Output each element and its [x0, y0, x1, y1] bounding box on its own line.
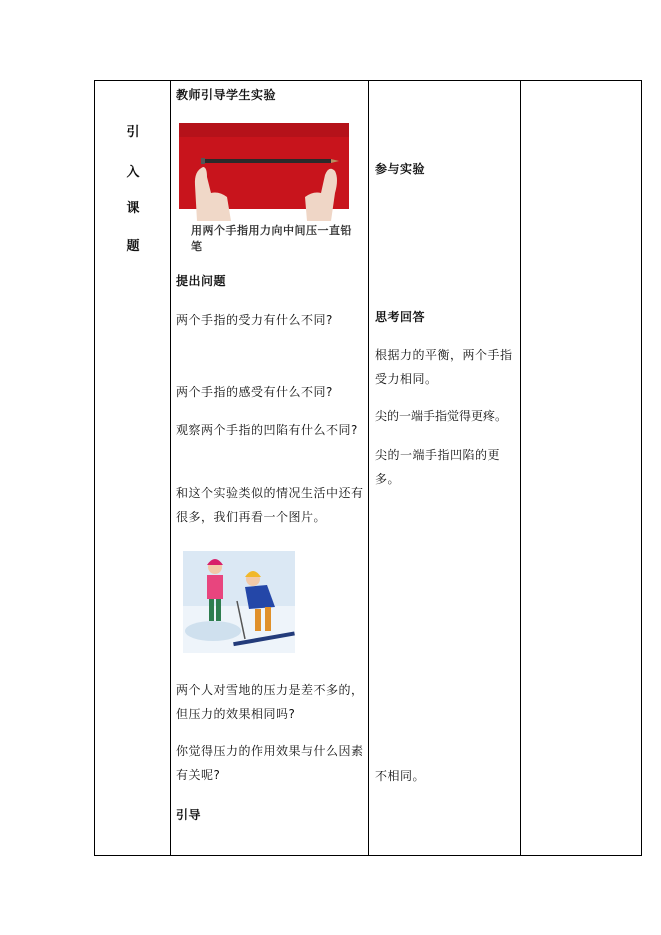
- lesson-table: [94, 80, 642, 856]
- answer-3: 尖的一端手指凹陷的更多。: [375, 448, 501, 486]
- question-4: 和这个实验类似的情况生活中还有很多，我们再看一个图片。: [176, 486, 364, 524]
- notes-cell: [521, 81, 641, 855]
- question-2: 两个手指的感受有什么不同?: [176, 385, 333, 399]
- answer-4: 不相同。: [375, 769, 426, 783]
- teacher-activity-cell: [171, 81, 368, 855]
- photo-caption: 用两个手指用力向中间压一直铅笔: [191, 224, 352, 253]
- pencil-experiment-illustration: [179, 123, 349, 221]
- raise-question-heading: 提出问题: [176, 274, 227, 288]
- teacher-heading: 教师引导学生实验: [176, 88, 277, 102]
- snow-illustration: [183, 551, 295, 653]
- answer-2: 尖的一端手指觉得更疼。: [375, 409, 508, 423]
- guide-heading: 引导: [176, 808, 202, 822]
- question-6: 你觉得压力的作用效果与什么因素有关呢?: [176, 744, 364, 782]
- question-5: 两个人对雪地的压力是差不多的，但压力的效果相同吗?: [176, 683, 364, 721]
- student-activity-cell: [369, 81, 520, 855]
- student-join-experiment: 参与实验: [375, 162, 426, 176]
- question-1: 两个手指的受力有什么不同?: [176, 313, 333, 327]
- snow-skiing-picture: [183, 551, 295, 653]
- section-char: 入: [126, 165, 140, 180]
- section-cell: [95, 81, 170, 855]
- section-char: 引: [126, 125, 140, 140]
- pencil-experiment-photo: [179, 123, 349, 221]
- answer-1: 根据力的平衡，两个手指受力相同。: [375, 348, 513, 386]
- student-think-heading: 思考回答: [375, 310, 426, 324]
- question-3: 观察两个手指的凹陷有什么不同?: [176, 423, 358, 437]
- section-char: 题: [126, 239, 140, 254]
- section-char: 课: [126, 201, 140, 216]
